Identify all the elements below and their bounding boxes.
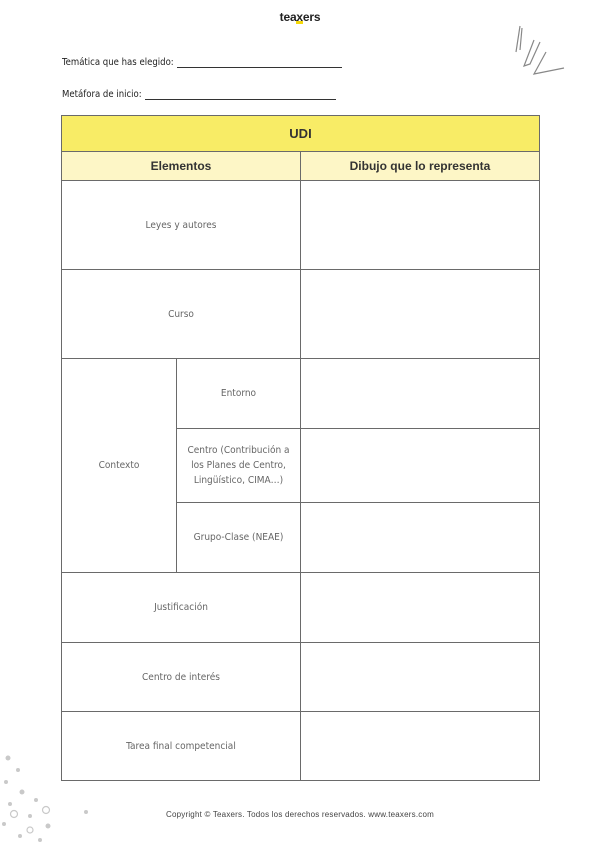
brand-prefix: tea	[279, 10, 297, 24]
col-header-elementos: Elementos	[62, 152, 301, 181]
row-centro-interes-drawing-cell[interactable]	[301, 643, 540, 712]
decorative-dots-icon	[0, 740, 110, 848]
metafora-label: Metáfora de inicio:	[62, 89, 142, 100]
row-leyes-label: Leyes y autores	[62, 181, 301, 270]
tematica-label: Temática que has elegido:	[62, 57, 174, 68]
row-contexto-label: Contexto	[62, 359, 177, 573]
metafora-write-line[interactable]	[145, 90, 336, 100]
centro-line-2: los Planes de Centro,	[191, 460, 286, 471]
centro-line-1: Centro (Contribución a	[187, 445, 290, 456]
row-centro-label	[177, 429, 301, 503]
row-curso-label: Curso	[62, 270, 301, 359]
row-leyes-drawing-cell[interactable]	[301, 181, 540, 270]
row-curso-drawing-cell[interactable]	[301, 270, 540, 359]
col-header-dibujo: Dibujo que lo representa	[301, 152, 540, 181]
decorative-strokes-icon	[512, 18, 572, 78]
centro-line-3: Lingüístico, CIMA…)	[193, 475, 284, 486]
row-centro-interes-label: Centro de interés	[62, 643, 301, 712]
brand-highlight: x	[296, 10, 303, 24]
footer-copyright: Copyright © Teaxers. Todos los derechos reservados. www.teaxers.com	[165, 810, 434, 819]
tematica-field	[62, 57, 342, 68]
row-entorno-drawing-cell[interactable]	[301, 359, 540, 429]
tematica-write-line[interactable]	[177, 58, 342, 68]
row-justificacion-drawing-cell[interactable]	[301, 573, 540, 643]
row-entorno-label: Entorno	[177, 359, 301, 429]
metafora-field	[62, 89, 336, 100]
brand-suffix: ers	[302, 10, 321, 24]
row-grupo-label: Grupo-Clase (NEAE)	[177, 503, 301, 573]
row-centro-drawing-cell[interactable]	[301, 429, 540, 503]
row-tarea-drawing-cell[interactable]	[301, 712, 540, 781]
row-tarea-label: Tarea final competencial	[62, 712, 301, 781]
udi-title: UDI	[62, 116, 540, 152]
brand-logo	[0, 10, 600, 24]
udi-table	[61, 115, 540, 781]
row-justificacion-label: Justificación	[62, 573, 301, 643]
row-grupo-drawing-cell[interactable]	[301, 503, 540, 573]
